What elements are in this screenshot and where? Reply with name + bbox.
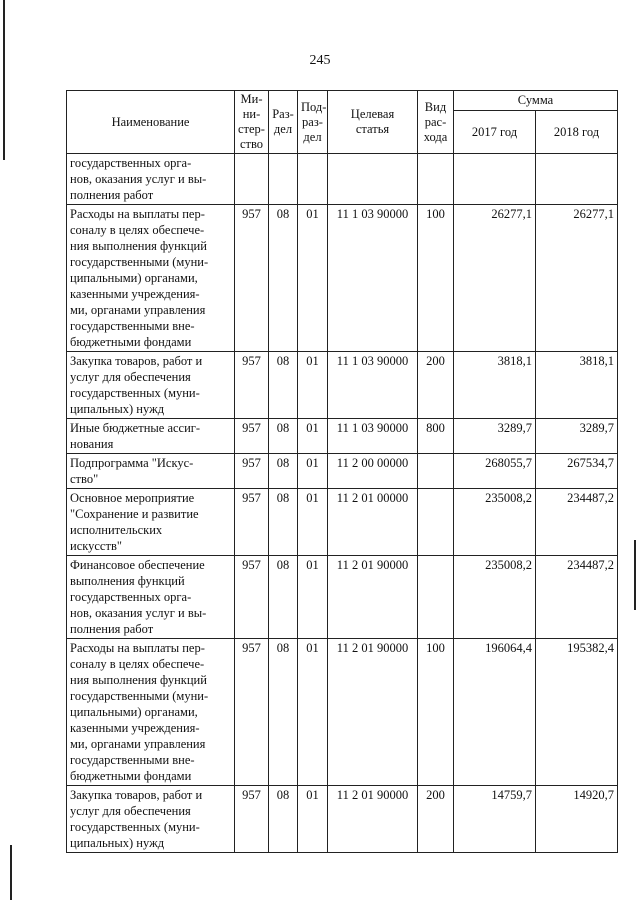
- row-subsection: 01: [298, 556, 328, 639]
- header-name: Наименование: [67, 91, 235, 154]
- row-sum-2017: 14759,7: [454, 786, 536, 853]
- table-row: [67, 489, 618, 556]
- row-ministry: 957: [235, 556, 269, 639]
- table-row: [67, 205, 618, 352]
- header-ministry: Ми- ни- стер- ство: [235, 91, 269, 154]
- row-target: 11 2 01 90000: [328, 639, 418, 786]
- row-subsection: 01: [298, 352, 328, 419]
- table-row: [67, 454, 618, 489]
- row-subsection: [298, 154, 328, 205]
- row-section: [269, 154, 298, 205]
- row-name: Расходы на выплаты пер- соналу в целях обеспече- ния выполнения функций государственными (муни- ципальными) органами, казенными учреждения- ми, органами управления государственными вне- бюджетными фондами: [67, 639, 235, 786]
- table-row: [67, 556, 618, 639]
- row-sum-2017: 26277,1: [454, 205, 536, 352]
- row-sum-2017: 196064,4: [454, 639, 536, 786]
- row-target: 11 2 00 00000: [328, 454, 418, 489]
- row-expense-type: [418, 556, 454, 639]
- row-section: 08: [269, 786, 298, 853]
- table-row: [67, 419, 618, 454]
- header-target: Целевая статья: [328, 91, 418, 154]
- row-expense-type: 800: [418, 419, 454, 454]
- row-sum-2017: [454, 154, 536, 205]
- row-name: Подпрограмма "Искус- ство": [67, 454, 235, 489]
- header-expense-type: Вид рас- хода: [418, 91, 454, 154]
- row-target: 11 1 03 90000: [328, 419, 418, 454]
- row-ministry: 957: [235, 639, 269, 786]
- header-sum: Сумма: [454, 91, 618, 111]
- table-row: [67, 352, 618, 419]
- row-expense-type: 200: [418, 352, 454, 419]
- row-subsection: 01: [298, 489, 328, 556]
- header-year-2018: 2018 год: [536, 111, 618, 154]
- row-ministry: 957: [235, 205, 269, 352]
- row-sum-2017: 235008,2: [454, 556, 536, 639]
- row-expense-type: 100: [418, 205, 454, 352]
- edge-mark-left-top: [3, 0, 5, 160]
- row-section: 08: [269, 454, 298, 489]
- row-sum-2018: 234487,2: [536, 489, 618, 556]
- budget-table: [66, 90, 618, 853]
- row-section: 08: [269, 419, 298, 454]
- row-ministry: 957: [235, 419, 269, 454]
- row-expense-type: [418, 489, 454, 556]
- row-sum-2018: 234487,2: [536, 556, 618, 639]
- row-name: Иные бюджетные ассиг- нования: [67, 419, 235, 454]
- row-sum-2018: 3289,7: [536, 419, 618, 454]
- header-section: Раз- дел: [269, 91, 298, 154]
- row-sum-2018: [536, 154, 618, 205]
- row-section: 08: [269, 489, 298, 556]
- row-sum-2018: 3818,1: [536, 352, 618, 419]
- row-section: 08: [269, 205, 298, 352]
- row-sum-2017: 268055,7: [454, 454, 536, 489]
- header-subsection: Под- раз- дел: [298, 91, 328, 154]
- page-number: 245: [309, 53, 331, 68]
- header-row: [67, 91, 618, 111]
- row-name: государственных орга- нов, оказания услуг и вы- полнения работ: [67, 154, 235, 205]
- row-expense-type: 200: [418, 786, 454, 853]
- row-name: Закупка товаров, работ и услуг для обеспечения государственных (муни- ципальных) нужд: [67, 352, 235, 419]
- row-target: 11 2 01 90000: [328, 786, 418, 853]
- row-subsection: 01: [298, 205, 328, 352]
- header-year-2017: 2017 год: [454, 111, 536, 154]
- row-ministry: 957: [235, 454, 269, 489]
- row-subsection: 01: [298, 639, 328, 786]
- row-sum-2018: 267534,7: [536, 454, 618, 489]
- row-sum-2018: 26277,1: [536, 205, 618, 352]
- row-ministry: [235, 154, 269, 205]
- row-expense-type: [418, 454, 454, 489]
- row-section: 08: [269, 639, 298, 786]
- row-name: Основное мероприятие "Сохранение и развитие исполнительских искусств": [67, 489, 235, 556]
- row-ministry: 957: [235, 489, 269, 556]
- row-ministry: 957: [235, 786, 269, 853]
- row-subsection: 01: [298, 419, 328, 454]
- row-target: 11 2 01 00000: [328, 489, 418, 556]
- row-expense-type: [418, 154, 454, 205]
- table-row: [67, 154, 618, 205]
- row-name: Расходы на выплаты пер- соналу в целях обеспече- ния выполнения функций государственными (муни- ципальными) органами, казенными учреждения- ми, органами управления государственными вне- бюджетными фондами: [67, 205, 235, 352]
- row-ministry: 957: [235, 352, 269, 419]
- row-name: Финансовое обеспечение выполнения функций государственных орга- нов, оказания услуг и вы- полнения работ: [67, 556, 235, 639]
- row-sum-2018: 195382,4: [536, 639, 618, 786]
- row-section: 08: [269, 352, 298, 419]
- table-row: [67, 639, 618, 786]
- edge-mark-left-bottom: [10, 845, 12, 900]
- row-subsection: 01: [298, 454, 328, 489]
- row-subsection: 01: [298, 786, 328, 853]
- row-sum-2018: 14920,7: [536, 786, 618, 853]
- table-row: [67, 786, 618, 853]
- row-sum-2017: 3818,1: [454, 352, 536, 419]
- row-section: 08: [269, 556, 298, 639]
- row-target: 11 1 03 90000: [328, 205, 418, 352]
- row-sum-2017: 235008,2: [454, 489, 536, 556]
- row-target: 11 2 01 90000: [328, 556, 418, 639]
- edge-mark-right: [634, 540, 636, 610]
- row-target: 11 1 03 90000: [328, 352, 418, 419]
- row-name: Закупка товаров, работ и услуг для обеспечения государственных (муни- ципальных) нужд: [67, 786, 235, 853]
- row-target: [328, 154, 418, 205]
- row-sum-2017: 3289,7: [454, 419, 536, 454]
- row-expense-type: 100: [418, 639, 454, 786]
